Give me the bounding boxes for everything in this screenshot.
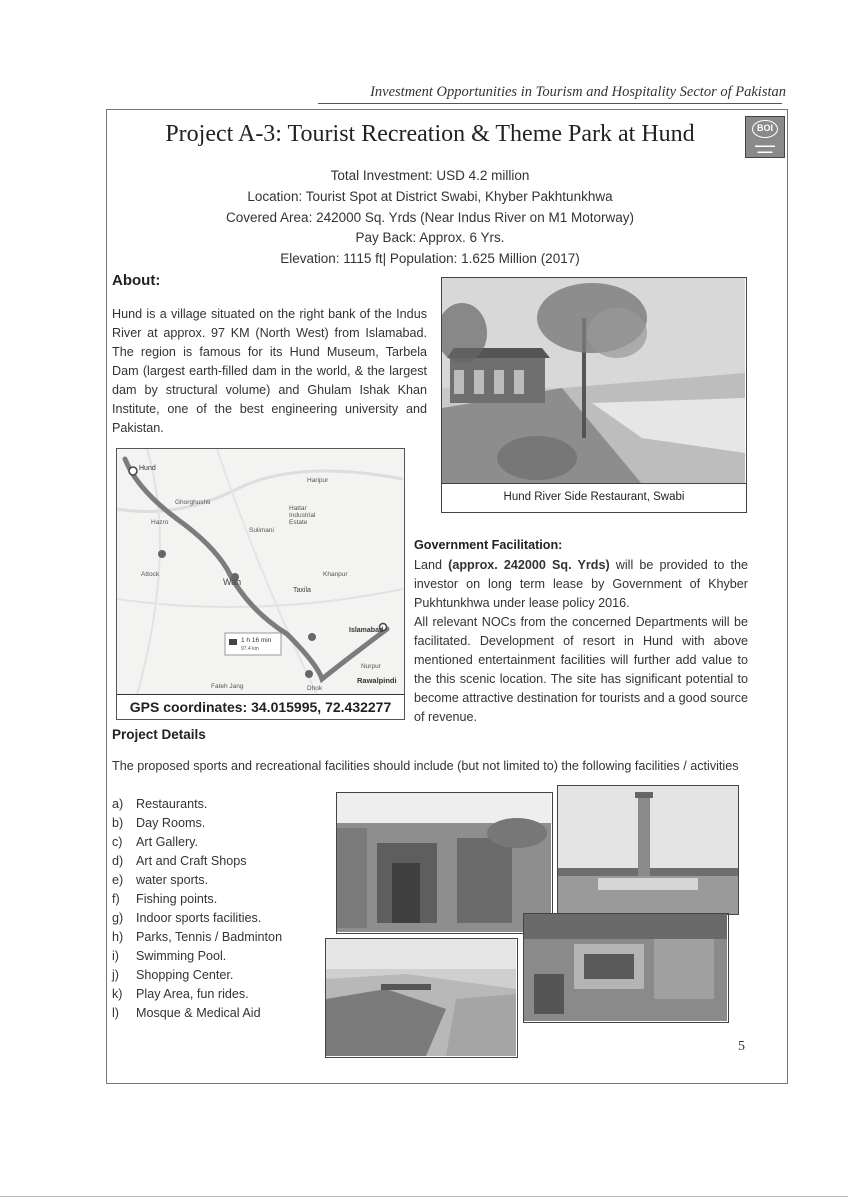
map-label-haripur: Haripur: [307, 477, 329, 484]
list-item-label: Indoor sports facilities.: [136, 911, 262, 925]
project-details-heading: Project Details: [112, 727, 206, 742]
list-item: [112, 852, 312, 871]
list-marker: i): [112, 949, 119, 963]
pillar-photo: [557, 785, 739, 915]
map-label-hazro: Hazro: [151, 519, 169, 526]
logo-emblem: BOI: [752, 120, 778, 138]
dam-photo: [325, 938, 518, 1058]
list-marker: j): [112, 968, 119, 982]
map-label-khanpur: Khanpur: [323, 571, 348, 578]
scan-edge: [0, 1196, 848, 1197]
list-item-label: Art Gallery.: [136, 835, 199, 849]
page-number: 5: [738, 1039, 745, 1054]
list-item-label: Play Area, fun rides.: [136, 987, 249, 1001]
list-item: [112, 985, 312, 1004]
logo-strip: ▬▬▬▬ ▬▬▬: [755, 143, 775, 155]
list-item-label: Art and Craft Shops: [136, 854, 247, 868]
restaurant-photo-image: [442, 278, 745, 484]
government-heading: Government Facilitation:: [414, 538, 563, 552]
fact-payback: Pay Back: Approx. 6 Yrs.: [355, 230, 505, 246]
excavation-photo-image: [524, 914, 727, 1021]
list-item: [112, 795, 312, 814]
about-heading: About:: [112, 272, 161, 289]
project-details-intro: The proposed sports and recreational facilities should include (but not limited to) the following facilities / activities: [112, 759, 739, 773]
map-label-islamabad: Islamabad: [349, 627, 384, 634]
government-text-bold: (approx. 242000 Sq. Yrds): [448, 558, 610, 572]
map-label-hund: Hund: [139, 465, 156, 472]
restaurant-photo: [441, 277, 747, 513]
restaurant-photo-caption: Hund River Side Restaurant, Swabi: [442, 483, 746, 512]
list-marker: k): [112, 987, 123, 1001]
excavation-photo: [523, 913, 729, 1023]
government-paragraph: [414, 556, 748, 727]
map-route-time: 1 h 16 min: [241, 637, 272, 644]
list-marker: g): [112, 911, 124, 925]
list-marker: l): [112, 1006, 119, 1020]
map-label-nurpur: Nurpur: [361, 663, 381, 670]
list-marker: e): [112, 873, 124, 887]
map-label-hattar: Hattar Industrial Estate: [289, 505, 316, 526]
map-label-ghorghushti: Ghorghushti: [175, 499, 211, 506]
list-item-label: Day Rooms.: [136, 816, 206, 830]
map-label-fateh-jang: Fateh Jang: [211, 683, 244, 690]
project-facts: [150, 166, 710, 270]
list-marker: b): [112, 816, 124, 830]
map-route-distance: 97.4 km: [241, 646, 259, 652]
about-paragraph: Hund is a village situated on the right bank of the Indus River at approx. 97 KM (North West) from Islamabad. The region is famous for its Hund Museum, Tarbela Dam (largest earth-filled dam in the world, & the largest dam by structural volume) and Ghulam Ishak Khan Institute, one of the best engineering university and Pakistan.: [112, 307, 427, 435]
list-marker: a): [112, 797, 124, 811]
list-item: [112, 1004, 312, 1023]
location-map: [116, 448, 405, 720]
list-item-label: Fishing points.: [136, 892, 218, 906]
map-graphic: [117, 449, 403, 695]
list-item-label: water sports.: [136, 873, 209, 887]
dam-photo-image: [326, 939, 516, 1056]
list-marker: f): [112, 892, 120, 906]
list-item: [112, 966, 312, 985]
list-item: [112, 928, 312, 947]
government-text-second: All relevant NOCs from the concerned Departments will be facilitated. Development of resort in Hund with above mentioned entertainment facilities will further add value to the this scenic location. The site has significant potential to become attractive destination for tourists and a good source of revenue.: [414, 615, 748, 724]
list-item: [112, 909, 312, 928]
map-label-wah: Wah: [223, 577, 242, 587]
fact-investment: Total Investment: USD 4.2 million: [330, 168, 530, 183]
map-label-sulimani: Sulimani: [249, 527, 274, 534]
list-item: [112, 947, 312, 966]
list-item: [112, 890, 312, 909]
ruins-photo: [336, 792, 553, 934]
pillar-photo-image: [558, 786, 738, 914]
list-item-label: Swimming Pool.: [136, 949, 227, 963]
map-label-taxila: Taxila: [293, 587, 311, 594]
ruins-photo-image: [337, 793, 551, 932]
list-marker: h): [112, 930, 124, 944]
list-marker: c): [112, 835, 123, 849]
government-text-rest: will be provided to the investor on long term lease by Government of Khyber Pukhtunkhwa under lease policy 2016.: [414, 558, 749, 610]
gps-coordinates: GPS coordinates: 34.015995, 72.432277: [117, 694, 404, 719]
facilities-list: [112, 795, 312, 1023]
list-item-label: Parks, Tennis / Badminton: [136, 930, 283, 944]
map-label-rawalpindi: Rawalpindi: [357, 676, 397, 685]
fact-elevation: Elevation: 1115 ft| Population: 1.625 Million (2017): [280, 251, 580, 267]
government-text-intro: Land: [414, 558, 449, 572]
map-label-dhok: Dhok: [307, 685, 323, 692]
list-marker: d): [112, 854, 124, 868]
list-item-label: Mosque & Medical Aid: [136, 1006, 261, 1020]
list-item: [112, 833, 312, 852]
fact-location: Location: Tourist Spot at District Swabi, Khyber Pakhtunkhwa: [247, 188, 613, 204]
boi-logo: [745, 116, 785, 158]
header-rule: [318, 103, 782, 104]
list-item: [112, 871, 312, 890]
list-item-label: Shopping Center.: [136, 968, 234, 982]
fact-area: Covered Area: 242000 Sq. Yrds (Near Indus River on M1 Motorway): [226, 209, 634, 225]
running-header: Investment Opportunities in Tourism and Hospitality Sector of Pakistan: [370, 84, 786, 100]
page-title: Project A-3: Tourist Recreation & Theme Park at Hund: [165, 121, 695, 147]
map-label-attock: Attock: [141, 571, 160, 578]
list-item: [112, 814, 312, 833]
list-item-label: Restaurants.: [136, 797, 208, 811]
